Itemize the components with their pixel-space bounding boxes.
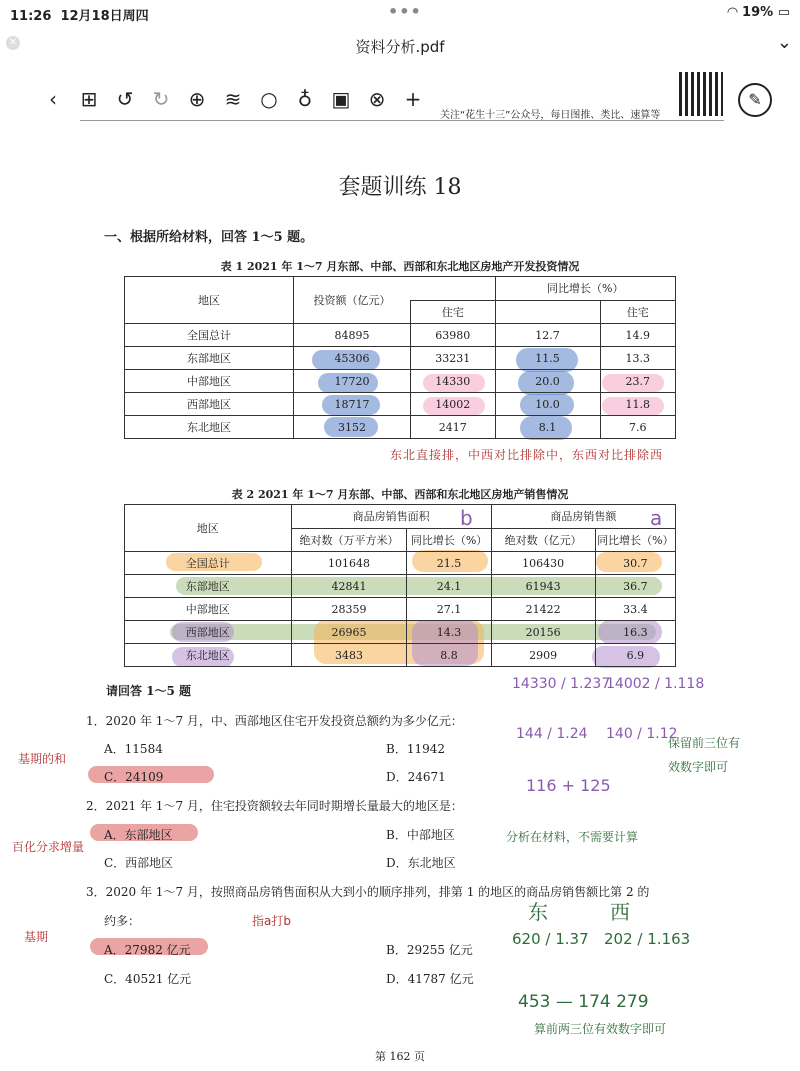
- table1-header-invest: 投资额（亿元）: [294, 277, 411, 324]
- handwritten-calc: 西: [610, 900, 630, 924]
- q2-option-d[interactable]: D．东北地区: [386, 856, 456, 870]
- title-bar: [0, 28, 800, 60]
- handwritten-note: 基期的和: [18, 752, 67, 766]
- q3-option-d[interactable]: D．41787 亿元: [386, 972, 474, 986]
- table-row: 西部地区 18717 14002 10.0 11.8: [125, 393, 676, 416]
- table-row: 中部地区 28359 27.1 21422 33.4: [125, 598, 676, 621]
- status-right: [728, 5, 790, 20]
- back-icon[interactable]: ‹: [49, 87, 57, 111]
- battery-icon: ▭: [777, 5, 790, 20]
- handwritten-calc: 453 — 174 279: [518, 992, 649, 1012]
- question-2: 2．2021 年 1～7 月，住宅投资额较去年同时期增长量最大的地区是：: [86, 799, 463, 813]
- handwritten-calc: 东: [528, 900, 548, 924]
- handwritten-note: 百化分求增量: [12, 840, 85, 854]
- status-time: 11:26 12月18日周四: [10, 9, 149, 24]
- q2-option-a[interactable]: A．东部地区: [104, 828, 173, 842]
- table2: 地区 商品房销售面积 商品房销售额 绝对数（万平方米） 同比增长（%） 绝对数（亿元） 同比增长（%） 全国总计 101648 21.5 106430 30.7 东部地区 42841 24.1 61943 36.7 中部地区 28359 27.1 21422 33.4 西部地区 26965 14.3 20156 16.3 东北地区 3483 8.8 2909 6.9: [124, 504, 676, 667]
- question-1: 1．2020 年 1～7 月，中、西部地区住宅开发投资总额约为多少亿元：: [86, 714, 463, 728]
- table-row: 东部地区 45306 33231 11.5 13.3: [125, 347, 676, 370]
- table-row: 西部地区 26965 14.3 20156 16.3: [125, 621, 676, 644]
- table-row: 全国总计 101648 21.5 106430 30.7: [125, 552, 676, 575]
- add-page-icon[interactable]: ⊕: [188, 87, 206, 111]
- handwritten-note: 东北直接排，中西对比排除中，东西对比排除西: [390, 448, 664, 462]
- q1-option-b[interactable]: B．11942: [386, 742, 445, 756]
- table-row: 东部地区 42841 24.1 61943 36.7: [125, 575, 676, 598]
- handwritten-note: 指a打b: [252, 914, 291, 928]
- table2-header-amount: 商品房销售额: [491, 505, 675, 529]
- handwritten-calc: 140 / 1.12: [606, 726, 678, 742]
- table1-header-house-growth: 住宅: [600, 300, 676, 324]
- table1-header-region: 地区: [125, 277, 294, 324]
- header-slogan: 关注“花生十三”公众号，每日图推、类比、速算等: [440, 110, 661, 121]
- table1-caption: 表 1 2021 年 1～7 月东部、中部、西部和东北地区房地产开发投资情况: [220, 260, 580, 273]
- pen-icon[interactable]: ✎: [738, 83, 772, 117]
- microphone-icon[interactable]: ♁: [297, 87, 313, 111]
- handwritten-calc: 144 / 1.24: [516, 726, 588, 742]
- battery-label: 19%: [742, 5, 774, 20]
- page-number: 第 162 页: [375, 1050, 425, 1063]
- globe-icon[interactable]: ⊗: [368, 87, 386, 111]
- table1: [124, 276, 676, 439]
- handwritten-note: b: [460, 506, 473, 530]
- handwritten-calc: 202 / 1.163: [604, 930, 691, 948]
- status-bar: [0, 0, 800, 26]
- document-title: 资料分析.pdf: [355, 38, 445, 56]
- handwritten-calc: 14330 / 1.237: [512, 676, 611, 692]
- q3-option-a[interactable]: A．27982 亿元: [104, 943, 191, 957]
- toolbar: [40, 74, 430, 122]
- handwritten-note: 保留前三位有: [668, 736, 741, 750]
- table-row: 中部地区 17720 14330 20.0 23.7: [125, 370, 676, 393]
- handwritten-note: 效数字即可: [668, 760, 729, 774]
- q1-option-a[interactable]: A．11584: [104, 742, 163, 756]
- handwritten-note: 基期: [24, 930, 49, 944]
- section-title: 一、根据所给材料，回答 1～5 题。: [104, 230, 314, 245]
- header-rule: [80, 120, 724, 121]
- handwritten-note: 算前两三位有效数字即可: [534, 1022, 667, 1036]
- q3-option-b[interactable]: B．29255 亿元: [386, 943, 473, 957]
- table1-header-house: 住宅: [411, 300, 496, 324]
- handwritten-calc: 116 + 125: [526, 776, 611, 795]
- q1-option-c[interactable]: C．24109: [104, 770, 164, 784]
- close-icon[interactable]: ✕: [6, 36, 20, 50]
- table-row: 东北地区 3483 8.8 2909 6.9: [125, 644, 676, 667]
- q2-option-b[interactable]: B．中部地区: [386, 828, 455, 842]
- qr-code-icon: [679, 72, 723, 116]
- multitask-dots-icon[interactable]: •••: [388, 2, 422, 21]
- q2-option-c[interactable]: C．西部地区: [104, 856, 174, 870]
- wifi-icon: ◠: [727, 5, 738, 20]
- search-icon[interactable]: ○: [260, 87, 278, 111]
- table2-header-area: 商品房销售面积: [291, 505, 491, 529]
- prompt: 请回答 1～5 题: [106, 684, 192, 698]
- handwritten-calc: 620 / 1.37: [512, 930, 589, 948]
- grid-icon[interactable]: ⊞: [80, 87, 98, 111]
- handwritten-note: a: [650, 506, 663, 530]
- q3-option-c[interactable]: C．40521 亿元: [104, 972, 192, 986]
- page-title: 套题训练 18: [338, 175, 462, 200]
- table-row: 全国总计 84895 63980 12.7 14.9: [125, 324, 676, 347]
- redo-icon[interactable]: ↻: [152, 87, 170, 111]
- q1-option-d[interactable]: D．24671: [386, 770, 446, 784]
- chevron-down-icon[interactable]: ⌄: [776, 32, 792, 53]
- table-row: 东北地区 3152 2417 8.1 7.6: [125, 416, 676, 439]
- undo-icon[interactable]: ↺: [116, 87, 134, 111]
- handwritten-calc: 14002 / 1.118: [606, 676, 705, 692]
- table2-header-region: 地区: [125, 505, 292, 552]
- question-3: 3．2020 年 1～7 月，按照商品房销售面积从大到小的顺序排列，排第 1 的地区的商品房销售额比第 2 的: [86, 885, 650, 899]
- table1-header-growth: 同比增长（%）: [495, 277, 676, 301]
- handwritten-note: 分析在材料，不需要计算: [506, 830, 639, 844]
- plus-icon[interactable]: +: [404, 87, 422, 111]
- table2-caption: 表 2 2021 年 1～7 月东部、中部、西部和东北地区房地产销售情况: [231, 488, 569, 501]
- layers-icon[interactable]: ≋: [224, 87, 242, 111]
- sticker-icon[interactable]: ▣: [331, 87, 351, 111]
- question-3-cont: 约多：: [104, 914, 141, 928]
